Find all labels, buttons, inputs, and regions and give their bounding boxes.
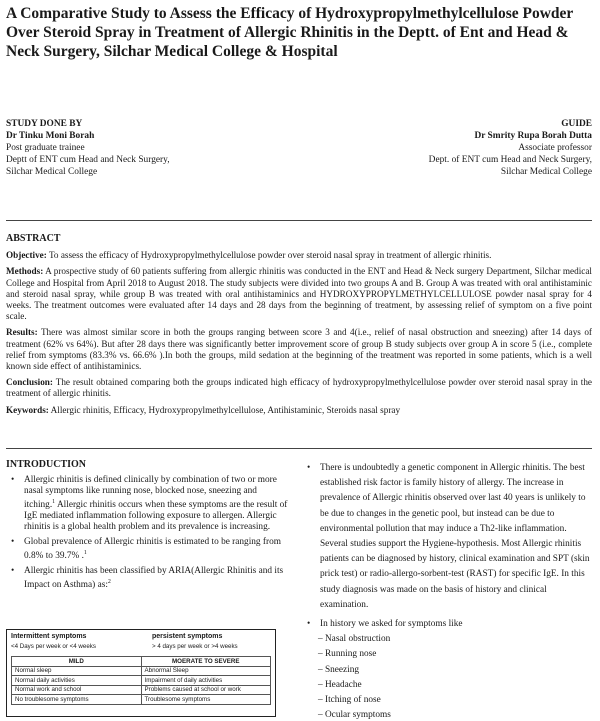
divider-top [6, 220, 592, 221]
table-cell: Normal sleep [12, 666, 142, 676]
right-bullet: • In history we asked for symptoms like [302, 617, 590, 632]
persistent-subheader: > 4 days per week or >4 weeks [152, 643, 238, 650]
table-cell: Troublesome symptoms [141, 695, 271, 705]
list-item: – Nasal obstruction [318, 634, 391, 645]
severity-grid [11, 656, 271, 705]
table-cell: Normal work and school [12, 685, 142, 695]
citation: 2 [107, 579, 111, 586]
author-role: Post graduate trainee [6, 143, 85, 153]
author-name: Dr Tinku Moni Borah [6, 131, 95, 141]
abstract-conclusion [6, 377, 592, 399]
intermittent-header: Intermittent symptoms [11, 633, 87, 640]
author-study-done-by [6, 118, 170, 178]
objective-label: Objective: [6, 250, 47, 261]
author-inst: Silchar Medical College [6, 167, 98, 177]
table-cell: Impairment of daily activities [141, 676, 271, 686]
intro-bullet [6, 475, 288, 533]
conclusion-label: Conclusion: [6, 377, 53, 388]
list-item: – Sneezing [318, 664, 360, 675]
results-label: Results: [6, 327, 38, 338]
table-cell: Normal daily activities [12, 676, 142, 686]
severe-column-header: MOERATE TO SEVERE [141, 657, 271, 667]
table-cell: Problems caused at school or work [141, 685, 271, 695]
abstract-heading: ABSTRACT [6, 233, 61, 244]
abstract-objective [6, 250, 592, 261]
keywords-label: Keywords: [6, 404, 49, 415]
abstract [6, 233, 592, 421]
citation: 1 [52, 499, 56, 505]
table-row [12, 695, 271, 705]
abstract-keywords [6, 405, 592, 416]
table-row [12, 666, 271, 676]
author-guide [429, 118, 592, 178]
paper-title: A Comparative Study to Assess the Efficacy of Hydroxypropylmethylcellulose Powder Over Steroid Spray in Treatment of Allergic Rhinitis in the Deptt. of Ent and Head & Neck Surgery, Silchar Medical College & Hospital [6, 5, 574, 60]
intro-bullet [6, 566, 288, 591]
table-cell: Abnormal Sleep [141, 666, 271, 676]
right-bullet: • There is undoubtedly a genetic component in Allergic rhinitis. The best established risk factor is family history of allergy. The increase in prevalence of Allergic rhinitis observed over last 40 years is unlikely to be due to changes in the genetic pool, but instead can be due to environmental pollution that may induce a Th2-like inflammation. Several studies support the Hygiene-hypothesis. Most Allergic rhinitis patients can be diagnosed by history, clinical examination and SPT (skin prick test) or radio-allergo-sorbent-test (RAST) for specific IgE. In this study diagnosis was made on the basis of history and clinical examination. [302, 461, 590, 613]
intro-bullet-text: Global prevalence of Allergic rhinitis is estimated to be ranging from 0.8% to 39.7% . [24, 537, 281, 562]
conclusion-text: The result obtained comparing both the groups indicated high efficacy of hydroxypropylmethylcellulose powder over steroid nasal spray in the treatment of allergic rhinitis. [6, 377, 592, 399]
results-text: There was almost similar score in both the groups ranging between score 3 and 4(i.e., relief of nasal obstruction and sneezing) after 14 days of treatment (62% vs 64%). But after 28 days there was significantly better improvement score of group B study subjects over group A in score 5 (i.e., complete relief from symptoms (83.3% vs. 66.6% ).In both the groups, mild sedation at the beginning of the treatment was reported in some patients, which is a well known side effect of antihistaminics. [6, 327, 592, 372]
introduction-right-column [302, 461, 590, 721]
abstract-methods [6, 266, 592, 322]
intro-bullet [6, 537, 288, 562]
table-row [12, 676, 271, 686]
list-item: – Headache [318, 679, 362, 690]
introduction-heading: INTRODUCTION [6, 459, 87, 470]
introduction-left-column [6, 475, 288, 595]
objective-text: To assess the efficacy of Hydroxypropylmethylcellulose powder over steroid nasal spray in treatment of allergic rhinitis. [46, 250, 492, 261]
intermittent-subheader: <4 Days per week or <4 weeks [11, 643, 96, 650]
table-cell: No troublesome symptoms [12, 695, 142, 705]
guide-inst: Silchar Medical College [500, 167, 592, 177]
methods-label: Methods: [6, 266, 44, 277]
symptom-list [302, 632, 590, 721]
guide-name: Dr Smrity Rupa Borah Dutta [474, 131, 592, 141]
persistent-header: persistent symptoms [152, 633, 223, 640]
abstract-results [6, 327, 592, 372]
intro-bullet-text: Allergic rhinitis occurs when these symptoms are the result of IgE mediated inflammation following exposure to allergen. Allergic rhinitis is a global health problem and its prevalence is increasing. [24, 500, 288, 533]
author-heading: STUDY DONE BY [6, 119, 83, 129]
author-dept: Deptt of ENT cum Head and Neck Surgery, [6, 155, 170, 165]
list-item: – Itching of nose [318, 695, 381, 706]
citation: 1 [83, 550, 87, 557]
guide-heading: GUIDE [561, 119, 592, 129]
aria-classification-table [6, 629, 276, 717]
divider-bottom [6, 448, 592, 449]
intro-bullet-text: Allergic rhinitis is defined clinically by combination of two or more nasal symptoms like running nose, blocked nose, sneezing and itching. [24, 475, 277, 511]
list-item: – Ocular symptoms [318, 710, 391, 721]
keywords-text: Allergic rhinitis, Efficacy, Hydroxypropylmethylcellulose, Antihistaminic, Steroids nasal spray [48, 404, 401, 415]
list-item: – Running nose [318, 649, 377, 660]
table-row [12, 685, 271, 695]
mild-column-header: MILD [12, 657, 142, 667]
table-header-row [12, 657, 271, 667]
guide-dept: Dept. of ENT cum Head and Neck Surgery, [428, 155, 592, 165]
guide-role: Associate professor [518, 143, 592, 153]
intro-bullet-text: Allergic rhinitis has been classified by ARIA(Allergic Rhinitis and its Impact on Asthma) as: [24, 566, 284, 591]
methods-text: A prospective study of 60 patients suffering from allergic rhinitis was conducted in the ENT and Head & Neck surgery Department, Silchar medical College and Hospital from April 2018 to August 2018. The study subjects were divided into two groups A and B. Group A was treated with oral antihistaminic and steroid nasal spray, while group B was treated with oral antihistaminics and HYDROXYPROPYLMETHYLCELLULOSE powder nasal spray for 4 weeks. The treatment outcomes were evaluated after 14 days and 28 days from the beginning of treatment, by assessing relief of symptom on a five point scale. [6, 266, 592, 322]
